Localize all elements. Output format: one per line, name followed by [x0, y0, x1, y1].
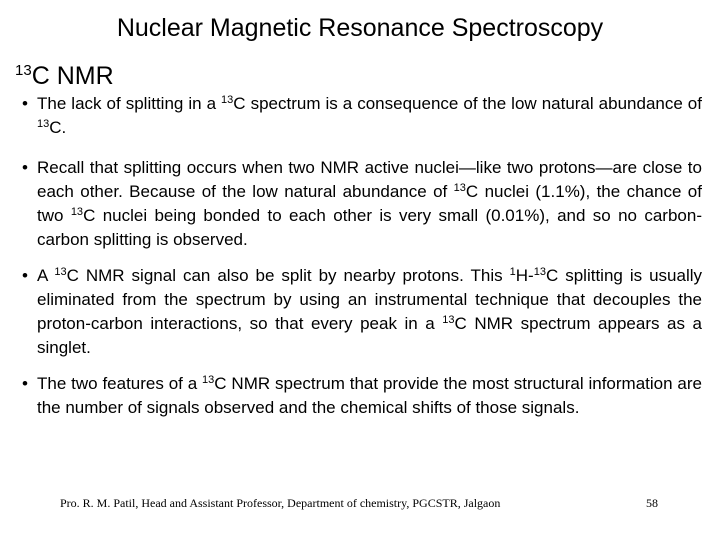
isotope-superscript: 13 [202, 374, 215, 386]
bullet-item-4 [24, 372, 702, 420]
page-number: 58 [646, 496, 658, 510]
bullet-marker: • [22, 94, 28, 113]
bullet-marker: • [22, 374, 28, 393]
bullet-marker: • [22, 158, 28, 177]
slide-title: Nuclear Magnetic Resonance Spectroscopy [116, 14, 604, 42]
text-run: C nuclei (1.1%), the chance of two [37, 182, 702, 225]
text-run: The two features of a [37, 374, 203, 393]
bullet-item-1 [24, 92, 702, 140]
subtitle-superscript: 13 [15, 62, 32, 79]
text-run: Recall that splitting occurs when two NMR active nuclei—like two protons—are close to each other. Because of the low natural abundance of [37, 158, 702, 201]
text-run: C NMR spectrum that provide the most structural information are the number of signals observed and the chemical shifts of those signals. [37, 374, 702, 417]
bullet-item-2 [24, 156, 702, 252]
isotope-superscript: 13 [533, 266, 546, 278]
subtitle-text: C NMR [31, 62, 114, 90]
text-run: A [37, 266, 55, 285]
isotope-superscript: 13 [453, 182, 466, 194]
isotope-superscript: 13 [221, 94, 234, 106]
text-run: C NMR signal can also be split by nearby protons. This [66, 266, 510, 285]
isotope-superscript: 1 [509, 266, 516, 278]
isotope-superscript: 13 [442, 314, 455, 326]
text-run: C spectrum is a consequence of the low natural abundance of [233, 94, 702, 113]
bullet-marker: • [22, 266, 28, 285]
text-run: The lack of splitting in a [37, 94, 222, 113]
slide-footer: Pro. R. M. Patil, Head and Assistant Professor, Department of chemistry, PGCSTR, Jalgaon [60, 496, 501, 510]
bullet-item-3 [24, 264, 702, 360]
isotope-superscript: 13 [37, 118, 50, 130]
text-run: C NMR spectrum appears as a singlet. [37, 314, 702, 357]
slide-subtitle [15, 60, 114, 92]
text-run: H- [515, 266, 534, 285]
text-run: C splitting is usually eliminated from the spectrum by using an instrumental technique that decouples the proton-carbon interactions, so that every peak in a [37, 266, 702, 333]
text-run: C nuclei being bonded to each other is very small (0.01%), and so no carbon-carbon splitting is observed. [37, 206, 702, 249]
isotope-superscript: 13 [70, 206, 84, 218]
isotope-superscript: 13 [54, 266, 67, 278]
text-run: C. [49, 118, 67, 137]
bullet-list [24, 92, 702, 420]
